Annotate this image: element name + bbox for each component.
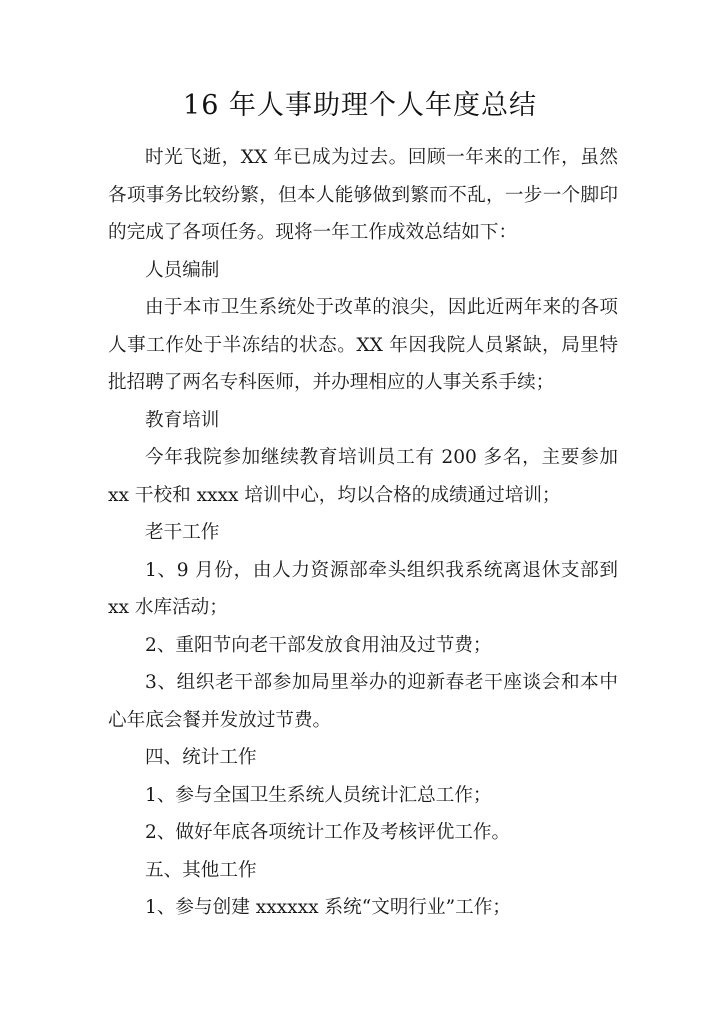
paragraph-training: 今年我院参加继续教育培训员工有 200 多名，主要参加 xx 干校和 xxxx 培训中心，均以合格的成绩通过培训；: [108, 447, 618, 506]
list-item-retired-3: 3、组织老干部参加局里举办的迎新春老干座谈会和本中心年底会餐并发放过节费。: [108, 672, 618, 731]
list-item-statistics-1: 1、参与全国卫生系统人员统计汇总工作；: [145, 784, 492, 806]
list-item-statistics-2: 2、做好年底各项统计工作及考核评优工作。: [145, 822, 511, 843]
section-heading-statistics: 四、统计工作: [145, 747, 257, 768]
list-item-retired-2: 2、重阳节向老干部发放食用油及过节费；: [145, 634, 492, 656]
document-body: [108, 139, 618, 927]
section-heading-training: 教育培训: [145, 409, 220, 431]
list-item-retired-1: 1、9 月份，由人力资源部牵头组织我系统离退休支部到 xx 水库活动；: [108, 559, 618, 618]
section-heading-staffing: 人员编制: [145, 259, 220, 281]
document-title: 16 年人事助理个人年度总结: [183, 90, 537, 121]
section-heading-retired-cadres: 老干工作: [145, 522, 220, 543]
paragraph-staffing: 由于本市卫生系统处于改革的浪尖，因此近两年来的各项人事工作处于半冻结的状态。XX 年因我院人员紧缺，局里特批招聘了两名专科医师，并办理相应的人事关系手续；: [108, 297, 618, 393]
paragraph-intro: 时光飞逝，XX 年已成为过去。回顾一年来的工作，虽然各项事务比较纷繁，但本人能够做到繁而不乱，一步一个脚印的完成了各项任务。现将一年工作成效总结如下：: [108, 147, 618, 243]
section-heading-other: 五、其他工作: [145, 859, 257, 881]
list-item-other-1: 1、参与创建 xxxxxx 系统“文明行业”工作；: [145, 897, 511, 918]
